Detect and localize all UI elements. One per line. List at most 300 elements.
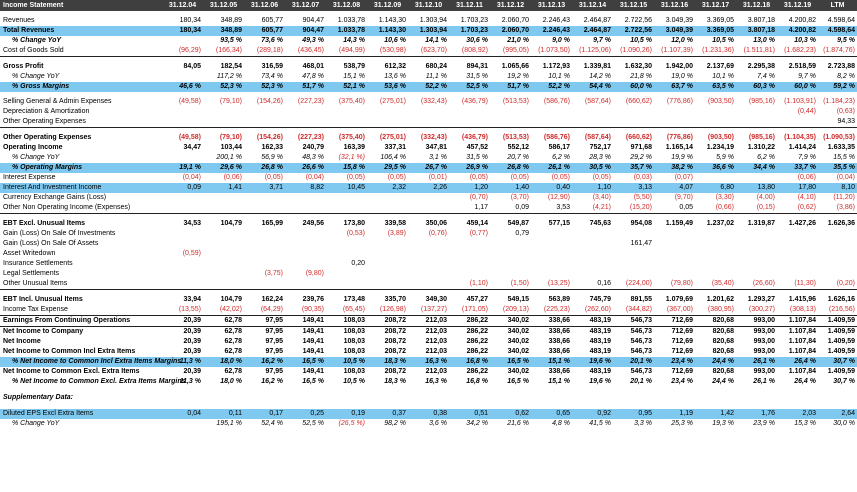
value-cell: 348,89: [220, 17, 242, 24]
value-cell: 54,4 %: [572, 82, 613, 92]
value-cell: 3,53: [531, 203, 572, 214]
value-cell: 286,22: [466, 338, 488, 345]
row-label: Supplementary Data:: [3, 394, 74, 401]
value-cell: 0,11: [203, 409, 244, 419]
value-cell: 10,5 %: [712, 37, 734, 44]
value-cell: [367, 107, 408, 117]
value-cell: (4,10): [797, 194, 816, 201]
value-cell: [654, 249, 695, 259]
value-cell: 337,31: [384, 144, 406, 151]
value-cell: 1.107,84: [788, 328, 816, 335]
value-cell: 0,09: [162, 183, 203, 193]
value-cell: 10,6 %: [384, 37, 406, 44]
value-cell: 20,7 %: [507, 154, 529, 161]
value-cell: 52,5 %: [302, 420, 324, 427]
table-row: [0, 316, 857, 327]
value-cell: [203, 203, 244, 214]
value-cell: 1.415,96: [788, 296, 816, 303]
value-cell: [367, 249, 408, 259]
value-cell: 993,00: [753, 348, 775, 355]
value-cell: 11,3 %: [179, 378, 201, 385]
value-cell: (375,40): [338, 134, 365, 141]
value-cell: [203, 269, 244, 279]
value-cell: 26,8 %: [490, 163, 531, 173]
value-cell: [490, 117, 531, 128]
value-cell: [162, 107, 203, 117]
value-cell: 6,2 %: [552, 154, 570, 161]
value-cell: 180,34: [162, 26, 203, 36]
value-cell: 149,41: [302, 338, 324, 345]
value-cell: 208,72: [367, 316, 408, 327]
value-cell: [449, 117, 490, 128]
value-cell: [531, 117, 572, 128]
value-cell: [777, 269, 818, 279]
value-cell: (332,43): [420, 134, 447, 141]
value-cell: 16,3 %: [425, 378, 447, 385]
value-cell: 60,3 %: [736, 82, 777, 92]
value-cell: 16,5 %: [285, 357, 326, 367]
value-cell: 340,02: [507, 368, 529, 375]
value-cell: 347,81: [425, 144, 447, 151]
value-cell: (367,00): [654, 305, 695, 316]
value-cell: [695, 259, 736, 269]
value-cell: 19,9 %: [671, 154, 693, 161]
value-cell: [531, 269, 572, 279]
value-cell: 0,37: [367, 409, 408, 419]
value-cell: 10,5 %: [630, 37, 652, 44]
value-cell: (344,82): [613, 305, 654, 316]
value-cell: 19,3 %: [712, 420, 734, 427]
value-cell: [244, 117, 285, 128]
value-cell: 13,0 %: [753, 37, 775, 44]
value-cell: [203, 107, 244, 117]
value-cell: (32,1 %): [338, 154, 365, 161]
value-cell: 13,80: [736, 183, 777, 193]
value-cell: 1.303,94: [419, 17, 447, 24]
value-cell: 13,6 %: [384, 73, 406, 80]
table-row: [0, 62, 857, 72]
value-cell: [449, 107, 490, 117]
value-cell: (985,16): [748, 98, 775, 105]
value-cell: [736, 259, 777, 269]
value-cell: 26,7 %: [408, 163, 449, 173]
value-cell: 0,20: [351, 260, 365, 267]
value-cell: 161,47: [630, 240, 652, 247]
value-cell: 103,44: [220, 144, 242, 151]
value-cell: [203, 193, 244, 203]
value-cell: 712,69: [671, 328, 693, 335]
value-cell: 993,00: [753, 328, 775, 335]
value-cell: 5,9 %: [716, 154, 734, 161]
value-cell: [244, 203, 285, 214]
value-cell: 52,2 %: [408, 82, 449, 92]
value-cell: (3,40): [592, 194, 611, 201]
header-row: [0, 0, 857, 11]
value-cell: (494,99): [326, 46, 367, 57]
value-cell: 338,66: [548, 368, 570, 375]
value-cell: 208,72: [384, 338, 406, 345]
value-cell: 12,0 %: [671, 37, 693, 44]
value-cell: [326, 269, 367, 279]
value-cell: 208,72: [384, 328, 406, 335]
value-cell: [736, 269, 777, 279]
value-cell: 52,4 %: [261, 420, 283, 427]
table-row: [0, 117, 857, 128]
value-cell: [572, 229, 613, 239]
value-cell: [326, 393, 367, 403]
value-cell: (903,50): [707, 98, 734, 105]
row-label: Diluted EPS Excl Extra Items: [0, 409, 162, 419]
row-label: Other Operating Expenses: [0, 117, 162, 128]
value-cell: 348,89: [203, 26, 244, 36]
value-cell: 9,7 %: [798, 73, 816, 80]
table-row: [0, 295, 857, 305]
value-cell: 340,02: [507, 348, 529, 355]
value-cell: 163,39: [343, 144, 365, 151]
value-cell: 1.234,19: [706, 144, 734, 151]
value-cell: 108,03: [326, 316, 367, 327]
value-cell: (289,18): [244, 46, 285, 57]
value-cell: 338,66: [548, 348, 570, 355]
value-cell: [531, 229, 572, 239]
value-cell: 3,3 %: [634, 420, 652, 427]
value-cell: 49,3 %: [302, 37, 324, 44]
value-cell: 745,79: [589, 296, 611, 303]
value-cell: (0,05): [264, 174, 283, 181]
value-cell: 62,78: [224, 328, 242, 335]
value-cell: (1.682,23): [777, 46, 818, 57]
value-cell: 483,19: [589, 368, 611, 375]
value-cell: 1.409,59: [827, 348, 855, 355]
value-cell: 1.319,87: [747, 220, 775, 227]
value-cell: [777, 393, 818, 403]
value-cell: 1,40: [490, 183, 531, 193]
value-cell: 108,03: [343, 328, 365, 335]
value-cell: 33,7 %: [777, 163, 818, 173]
value-cell: 820,68: [712, 348, 734, 355]
value-cell: 26,1 %: [531, 163, 572, 173]
value-cell: 98,2 %: [384, 420, 406, 427]
value-cell: 538,79: [343, 63, 365, 70]
table-row: [0, 393, 857, 403]
value-cell: 16,2 %: [261, 378, 283, 385]
value-cell: (0,05): [346, 174, 365, 181]
value-cell: 8,2 %: [837, 73, 855, 80]
value-cell: 239,76: [302, 296, 324, 303]
value-cell: 340,02: [507, 328, 529, 335]
value-cell: 31,5 %: [466, 73, 488, 80]
value-cell: 335,70: [384, 296, 406, 303]
value-cell: (9,80): [305, 270, 324, 277]
value-cell: 30,0 %: [833, 420, 855, 427]
value-cell: 30,5 %: [572, 163, 613, 173]
value-cell: 15,8 %: [326, 163, 367, 173]
value-cell: 1,17: [449, 203, 490, 214]
value-cell: 4,8 %: [552, 420, 570, 427]
value-cell: [777, 259, 818, 269]
value-cell: 9,5 %: [837, 37, 855, 44]
value-cell: 165,99: [261, 220, 283, 227]
value-cell: 820,68: [712, 338, 734, 345]
value-cell: 904,47: [302, 17, 324, 24]
value-cell: 16,5 %: [507, 378, 529, 385]
value-cell: 173,80: [343, 220, 365, 227]
value-cell: 3.807,18: [747, 17, 775, 24]
value-cell: (79,10): [219, 134, 242, 141]
table-row: [0, 409, 857, 419]
value-cell: [326, 279, 367, 290]
value-cell: 249,56: [302, 220, 324, 227]
value-cell: 483,19: [589, 348, 611, 355]
value-cell: [736, 239, 777, 249]
value-cell: 3.369,05: [706, 17, 734, 24]
value-cell: [203, 259, 244, 269]
value-cell: [203, 249, 244, 259]
value-cell: [695, 239, 736, 249]
row-label: Cost of Goods Sold: [0, 46, 162, 57]
value-cell: 2.137,69: [706, 63, 734, 70]
value-cell: 1.033,78: [337, 17, 365, 24]
table-row: [0, 173, 857, 183]
value-cell: 52,3 %: [203, 82, 244, 92]
table-row: [0, 143, 857, 153]
value-cell: 18,0 %: [203, 357, 244, 367]
value-cell: (0,07): [674, 174, 693, 181]
row-label: Asset Writedown: [3, 250, 56, 257]
table-row: [0, 279, 857, 290]
value-cell: 34,2 %: [466, 420, 488, 427]
value-cell: 200,1 %: [216, 154, 242, 161]
value-cell: (26,5 %): [338, 420, 365, 427]
value-cell: 26,9 %: [449, 163, 490, 173]
value-cell: (0,06): [223, 174, 242, 181]
value-cell: 20,1 %: [613, 357, 654, 367]
table-row: [0, 193, 857, 203]
value-cell: [490, 239, 531, 249]
value-cell: 546,73: [630, 368, 652, 375]
value-cell: [490, 259, 531, 269]
value-cell: 9,7 %: [593, 37, 611, 44]
value-cell: [818, 393, 857, 403]
value-cell: (3,75): [264, 270, 283, 277]
value-cell: [408, 259, 449, 269]
value-cell: 1.165,14: [665, 144, 693, 151]
value-cell: [162, 36, 203, 46]
value-cell: [736, 229, 777, 239]
value-cell: (262,60): [572, 305, 613, 316]
value-cell: [695, 107, 736, 117]
value-cell: 18,3 %: [384, 378, 406, 385]
value-cell: 25,3 %: [671, 420, 693, 427]
value-cell: 1.427,26: [788, 220, 816, 227]
value-cell: 2.464,87: [572, 26, 613, 36]
value-cell: (0,06): [797, 174, 816, 181]
header-period: 31.12.06: [244, 0, 285, 11]
value-cell: (275,01): [379, 134, 406, 141]
value-cell: 2.246,43: [542, 17, 570, 24]
value-cell: 36,6 %: [695, 163, 736, 173]
value-cell: 15,1 %: [548, 378, 570, 385]
value-cell: 0,40: [531, 183, 572, 193]
value-cell: [244, 393, 285, 403]
value-cell: 30,7 %: [818, 357, 857, 367]
value-cell: 1.633,35: [827, 144, 855, 151]
value-cell: 712,69: [671, 348, 693, 355]
value-cell: 4,07: [654, 183, 695, 193]
value-cell: 316,59: [261, 63, 283, 70]
value-cell: 97,95: [265, 368, 283, 375]
value-cell: 73,6 %: [261, 37, 283, 44]
value-cell: 16,5 %: [490, 357, 531, 367]
value-cell: 94,33: [818, 117, 857, 128]
table-row: [0, 229, 857, 239]
value-cell: 894,31: [466, 63, 488, 70]
value-cell: 10,3 %: [794, 37, 816, 44]
value-cell: 52,5 %: [449, 82, 490, 92]
value-cell: [244, 259, 285, 269]
value-cell: 240,79: [302, 144, 324, 151]
value-cell: 286,22: [449, 316, 490, 327]
value-cell: (0,05): [469, 174, 488, 181]
table-row: [0, 26, 857, 36]
value-cell: [244, 249, 285, 259]
value-cell: 9,0 %: [552, 37, 570, 44]
value-cell: (0,05): [387, 174, 406, 181]
value-cell: [162, 279, 203, 290]
value-cell: 7,9 %: [798, 154, 816, 161]
value-cell: (4,21): [572, 203, 613, 214]
value-cell: [736, 117, 777, 128]
value-cell: [736, 107, 777, 117]
value-cell: 1,10: [572, 183, 613, 193]
value-cell: 546,73: [630, 338, 652, 345]
value-cell: [490, 107, 531, 117]
value-cell: 180,34: [179, 17, 201, 24]
value-cell: [818, 269, 857, 279]
value-cell: 20,1 %: [630, 378, 652, 385]
value-cell: 48,3 %: [302, 154, 324, 161]
value-cell: 2,26: [408, 183, 449, 193]
value-cell: (11,20): [833, 194, 855, 201]
value-cell: 16,8 %: [449, 357, 490, 367]
value-cell: [408, 193, 449, 203]
value-cell: (79,80): [654, 279, 695, 290]
value-cell: 1.703,23: [449, 26, 490, 36]
value-cell: 820,68: [712, 328, 734, 335]
value-cell: (380,95): [695, 305, 736, 316]
value-cell: 19,2 %: [507, 73, 529, 80]
value-cell: 60,0 %: [613, 82, 654, 92]
value-cell: [736, 249, 777, 259]
value-cell: [326, 203, 367, 214]
value-cell: 0,92: [572, 409, 613, 419]
value-cell: 1.409,59: [818, 316, 857, 327]
value-cell: 35,7 %: [613, 163, 654, 173]
value-cell: (1.231,36): [695, 46, 736, 57]
value-cell: [654, 107, 695, 117]
row-label: Interest And Investment Income: [0, 183, 162, 193]
row-label: % Change YoY: [12, 154, 60, 161]
row-label: Selling General & Admin Expenses: [3, 98, 112, 105]
value-cell: (660,62): [625, 134, 652, 141]
value-cell: [285, 203, 326, 214]
value-cell: 0,51: [449, 409, 490, 419]
value-cell: (154,26): [256, 98, 283, 105]
value-cell: 3,13: [613, 183, 654, 193]
value-cell: 993,00: [753, 338, 775, 345]
value-cell: 1.107,84: [788, 348, 816, 355]
value-cell: [162, 259, 203, 269]
value-cell: [162, 153, 203, 163]
header-period: 31.12.09: [367, 0, 408, 11]
value-cell: 2.060,70: [501, 17, 529, 24]
value-cell: 1.201,62: [706, 296, 734, 303]
value-cell: [531, 239, 572, 249]
value-cell: 84,05: [183, 63, 201, 70]
value-cell: (1.090,53): [823, 134, 855, 141]
value-cell: (0,70): [469, 194, 488, 201]
value-cell: 1.107,84: [777, 316, 818, 327]
value-cell: 350,06: [425, 220, 447, 227]
value-cell: (1,10): [449, 279, 490, 290]
value-cell: [244, 193, 285, 203]
row-label: Earnings From Continuing Operations: [0, 316, 162, 327]
table-row: [0, 16, 857, 26]
value-cell: [367, 117, 408, 128]
value-cell: 10,1 %: [712, 73, 734, 80]
value-cell: [572, 269, 613, 279]
value-cell: 1.409,59: [827, 328, 855, 335]
row-label: Net Income to Company: [3, 328, 84, 335]
value-cell: 340,02: [490, 316, 531, 327]
table-row: [0, 82, 857, 92]
value-cell: 3,6 %: [429, 420, 447, 427]
value-cell: 483,19: [589, 338, 611, 345]
value-cell: 546,73: [613, 316, 654, 327]
value-cell: (224,00): [613, 279, 654, 290]
header-period: 31.12.17: [695, 0, 736, 11]
row-label: % Net Income to Common Incl Extra Items Margins: [0, 357, 162, 367]
value-cell: [449, 249, 490, 259]
value-cell: 29,5 %: [367, 163, 408, 173]
value-cell: 62,78: [224, 368, 242, 375]
value-cell: (0,53): [346, 230, 365, 237]
value-cell: 14,2 %: [589, 73, 611, 80]
value-cell: 1.237,02: [706, 220, 734, 227]
value-cell: 8,10: [818, 183, 857, 193]
value-cell: 104,79: [220, 220, 242, 227]
value-cell: 549,15: [507, 296, 529, 303]
value-cell: [408, 279, 449, 290]
value-cell: 30,6 %: [466, 37, 488, 44]
value-cell: 745,63: [589, 220, 611, 227]
value-cell: 60,0 %: [777, 82, 818, 92]
value-cell: [367, 279, 408, 290]
value-cell: 3,71: [244, 183, 285, 193]
value-cell: 820,68: [712, 368, 734, 375]
value-cell: (903,50): [707, 134, 734, 141]
value-cell: 4.200,82: [777, 26, 818, 36]
value-cell: 1.626,16: [827, 296, 855, 303]
value-cell: (13,55): [162, 305, 203, 316]
value-cell: [572, 107, 613, 117]
row-label: Gain (Loss) On Sale Of Investments: [3, 230, 116, 237]
value-cell: 62,78: [224, 338, 242, 345]
row-label: EBT Excl. Unusual Items: [3, 220, 86, 227]
value-cell: 195,1 %: [216, 420, 242, 427]
value-cell: [449, 259, 490, 269]
value-cell: [572, 117, 613, 128]
